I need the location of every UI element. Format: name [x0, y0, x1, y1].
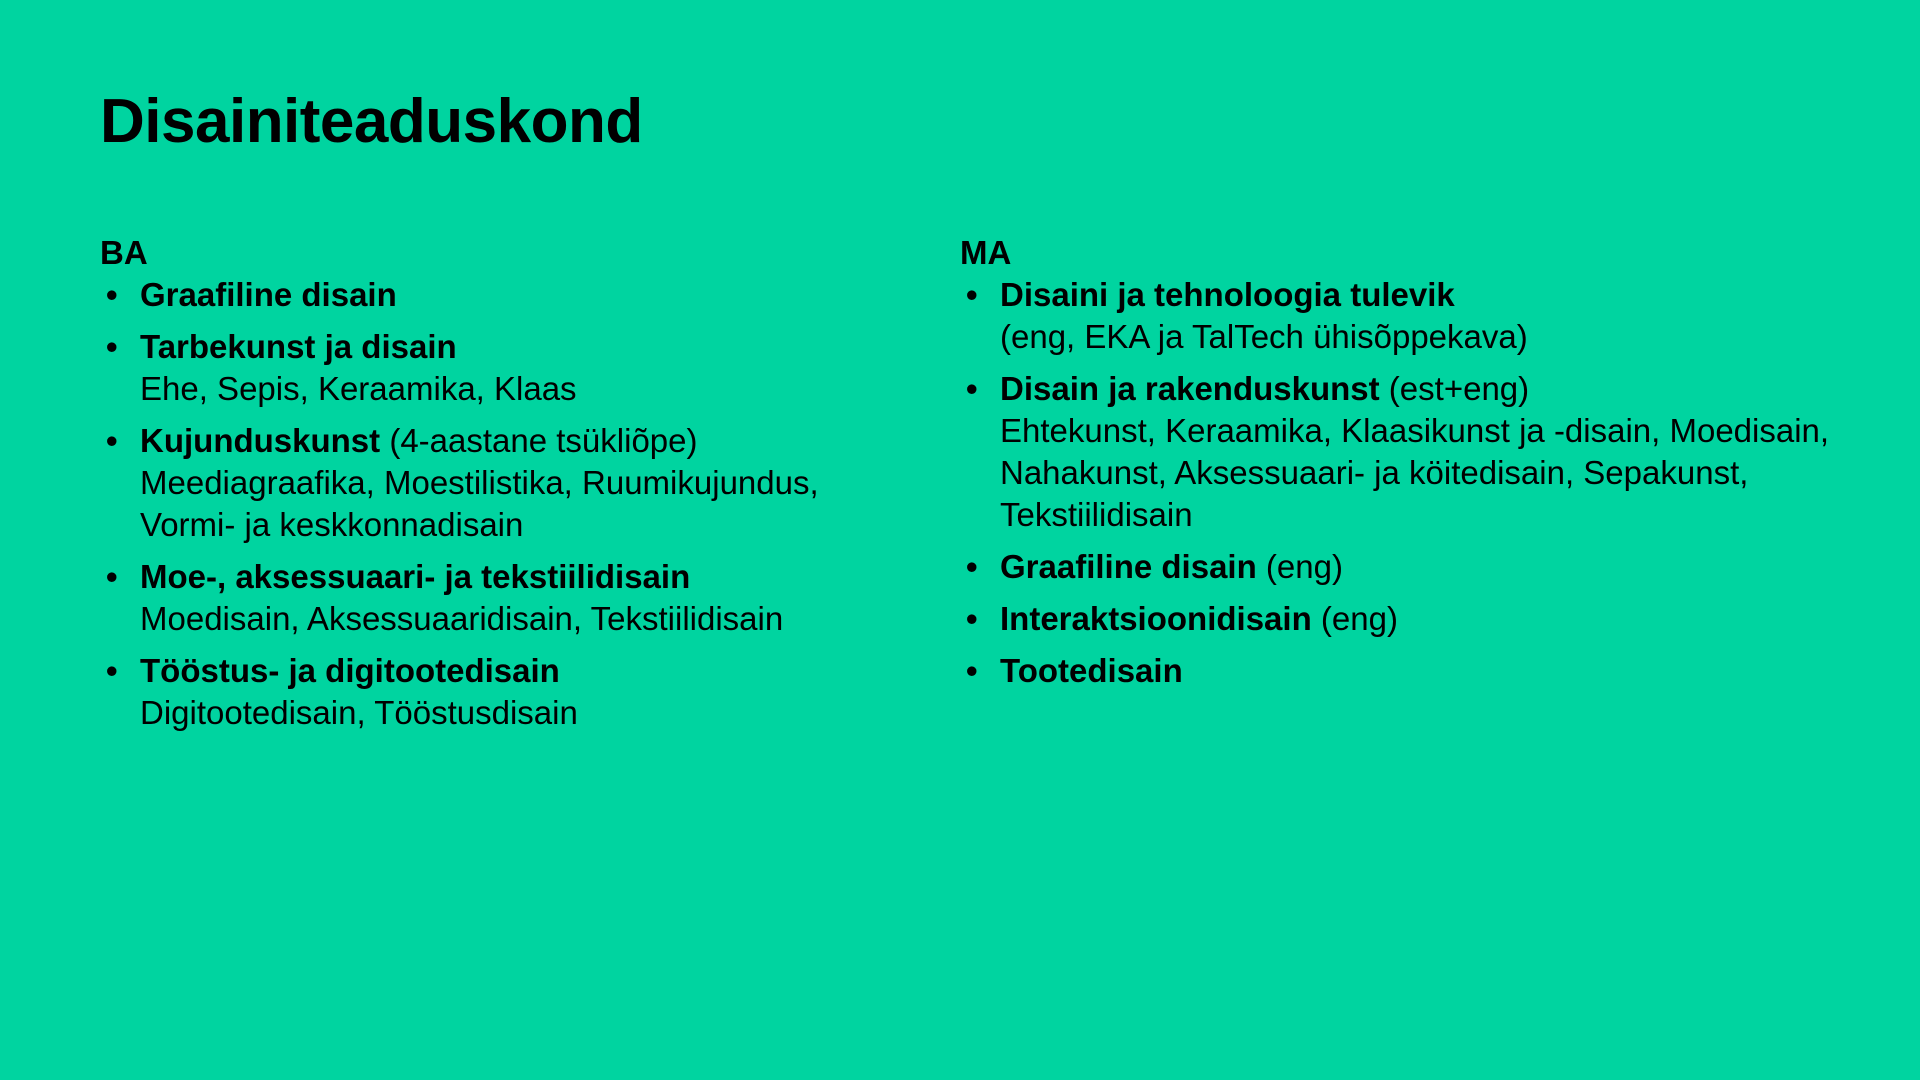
list-item	[100, 556, 900, 640]
ma-heading: MA	[960, 234, 1012, 271]
list-item	[100, 274, 900, 316]
program-note: (eng)	[1256, 548, 1343, 585]
program-specialties: Ehe, Sepis, Keraamika, Klaas	[140, 370, 577, 407]
program-name: Interaktsioonidisain	[1000, 600, 1312, 637]
list-item	[960, 274, 1860, 358]
program-name: Tööstus- ja digitootedisain	[140, 652, 560, 689]
program-name: Disain ja rakenduskunst	[1000, 370, 1380, 407]
list-item	[960, 598, 1860, 640]
program-note: (eng)	[1311, 600, 1398, 637]
list-item	[100, 650, 900, 734]
program-note: (4-aastane tsükliõpe)	[380, 422, 698, 459]
ma-column	[960, 232, 1860, 702]
ba-column	[100, 232, 900, 744]
program-name: Disaini ja tehnoloogia tulevik	[1000, 276, 1455, 313]
program-specialties: Moedisain, Aksessuaaridisain, Tekstiilidisain	[140, 600, 784, 637]
program-name: Tootedisain	[1000, 652, 1183, 689]
program-name: Graafiline disain	[140, 276, 397, 313]
program-specialties: Meediagraafika, Moestilistika, Ruumikujundus, Vormi- ja keskkonnadisain	[140, 464, 819, 543]
program-note: (est+eng)	[1379, 370, 1530, 407]
program-specialties: (eng, EKA ja TalTech ühisõppekava)	[1000, 318, 1528, 355]
list-item	[960, 650, 1860, 692]
program-name: Tarbekunst ja disain	[140, 328, 457, 365]
program-specialties: Ehtekunst, Keraamika, Klaasikunst ja -disain, Moedisain, Nahakunst, Aksessuaari- ja köitedisain, Sepakunst, Tekstiilidisain	[1000, 412, 1830, 533]
program-name: Graafiline disain	[1000, 548, 1257, 585]
ma-program-list	[960, 274, 1860, 692]
ba-program-list	[100, 274, 900, 734]
ba-heading: BA	[100, 234, 148, 271]
list-item	[960, 546, 1860, 588]
program-name: Kujunduskunst	[140, 422, 381, 459]
program-name: Moe-, aksessuaari- ja tekstiilidisain	[140, 558, 691, 595]
list-item	[100, 326, 900, 410]
list-item	[100, 420, 900, 546]
list-item	[960, 368, 1860, 536]
program-specialties: Digitootedisain, Tööstusdisain	[140, 694, 578, 731]
slide-title: Disainiteaduskond	[100, 87, 643, 156]
